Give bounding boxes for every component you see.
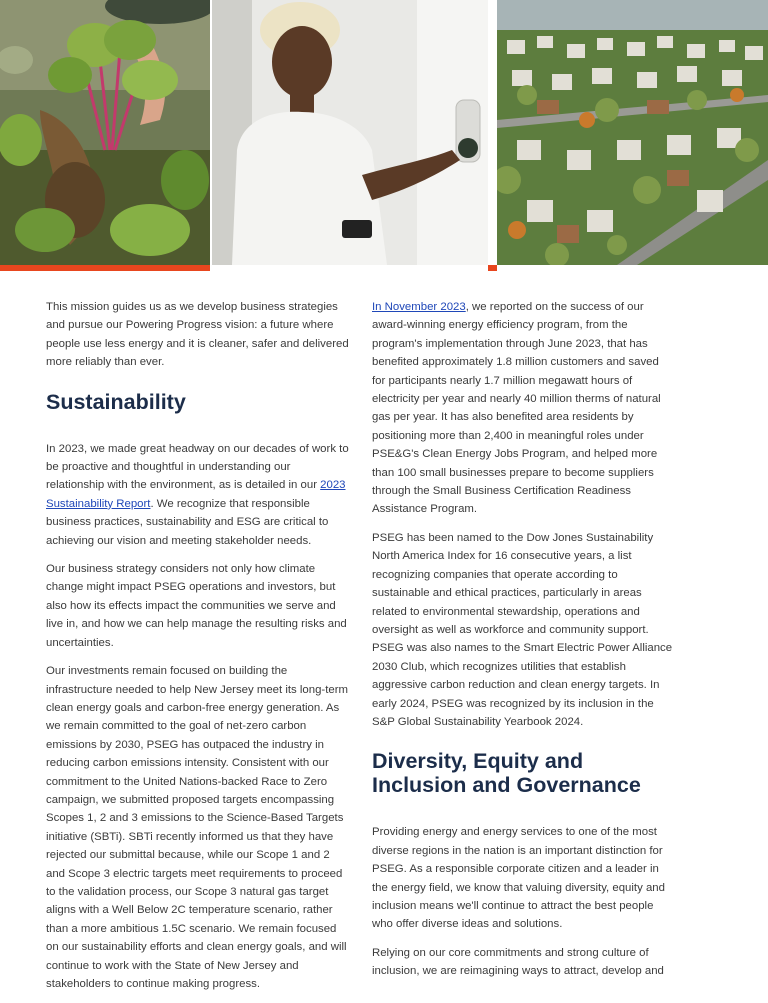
right-column — [372, 298, 675, 991]
neighborhood-photo — [497, 0, 768, 265]
sustainability-p1-text-before: In 2023, we made great headway on our decades of work to be proactive and thoughtful in understanding our relationship with the environment, as is detailed in our — [46, 442, 349, 492]
garden-photo — [0, 0, 210, 265]
dei-paragraph-2: Relying on our core commitments and strong culture of inclusion, we are reimagining ways to attract, develop and — [372, 946, 664, 978]
photo-accent-bar-divider — [488, 265, 497, 271]
sustainability-paragraph-2: Our business strategy considers not only how climate change might impact PSEG operations and investors, but also how its effects impact the communities we serve and live in, and how we can help manage the resulting risks and uncertainties. — [46, 563, 347, 649]
sustainability-report-link[interactable]: 2023 Sustainability Report — [46, 479, 346, 510]
sustainability-paragraph-3: Our investments remain focused on building the infrastructure needed to help New Jersey meet its long-term clean energy goals and carbon-free energy generation. As we remain committed to the goal of net-zero carbon emissions by 2030, PSEG has outpaced the industry in reducing carbon emissions intensity. Consistent with our commitment to the United Nations-backed Race to Zero campaign, we submitted proposed targets encompassing Scopes 1, 2 and 3 emissions to the Science-Based Targets initiative (SBTi). SBTi recently informed us that they have rejected our submittal because, while our Scope 1 and 2 and Scope 3 electric targets meet requirements to proceed to the validation process, our Scope 3 natural gas target aligns with a Well Below 2C temperature scenario, rather than a more ambitious 1.5C scenario. We remain focused on our sustainability efforts and clean energy goals, and will continue to work with the State of New Jersey and stakeholders to continue making progress. — [46, 665, 348, 990]
dei-heading: Diversity, Equity and Inclusion and Governance — [372, 749, 641, 798]
sustainability-paragraph-1 — [46, 440, 349, 550]
photo-strip — [0, 0, 768, 271]
dow-jones-paragraph: PSEG has been named to the Dow Jones Sustainability North America Index for 16 consecutive years, a list recognizing companies that operate according to sustainable and ethical practices, particularly in areas related to environmental stewardship, operations and oversight as well as workforce and community support. PSEG was also names to the Smart Electric Power Alliance 2030 Club, which recognizes utilities that establish aggressive carbon reduction and clean energy targets. In early 2024, PSEG was recognized by its inclusion in the S&P Global Sustainability Yearbook 2024. — [372, 531, 673, 728]
neighborhood-illustration — [497, 0, 768, 265]
thermostat-photo — [212, 0, 488, 265]
photo-accent-bar-left — [0, 265, 210, 271]
november-2023-link[interactable]: In November 2023 — [372, 301, 466, 313]
left-column — [46, 298, 349, 1003]
dei-paragraph-1: Providing energy and energy services to one of the most diverse regions in the nation is an important distinction for PSEG. As a responsible corporate citizen and a leader in the energy field, we know that valuing diversity, equity and inclusion means we'll continue to attract the best people who offer diverse ideas and solutions. — [372, 826, 665, 931]
efficiency-paragraph — [372, 298, 675, 519]
efficiency-paragraph-text: , we reported on the success of our award-winning energy efficiency program, from the program's implementation through June 2023, that has benefited approximately 1.8 million customers and saved for participants nearly 1.7 million megawatt hours of electricity per year and nearly 40 million therms of natural gas per year. It has also benefited area residents by positioning more than 2,400 in meaningful roles under PSE&G's Clean Energy Jobs Program, and helped more than 100 small businesses prepare to become suppliers through the Small Business Certification Readiness Assistance Program. — [372, 301, 661, 516]
garden-illustration — [0, 0, 210, 265]
sustainability-heading: Sustainability — [46, 389, 186, 414]
thermostat-illustration — [212, 0, 488, 265]
sustainability-p1-text-after: . We recognize that responsible business practices, sustainability and ESG are critical to achieving our vision and meeting stakeholder needs. — [46, 497, 329, 547]
intro-paragraph: This mission guides us as we develop business strategies and pursue our Powering Progress vision: a future where people use less energy and it is cleaner, safer and delivered more reliably than ever. — [46, 301, 349, 369]
